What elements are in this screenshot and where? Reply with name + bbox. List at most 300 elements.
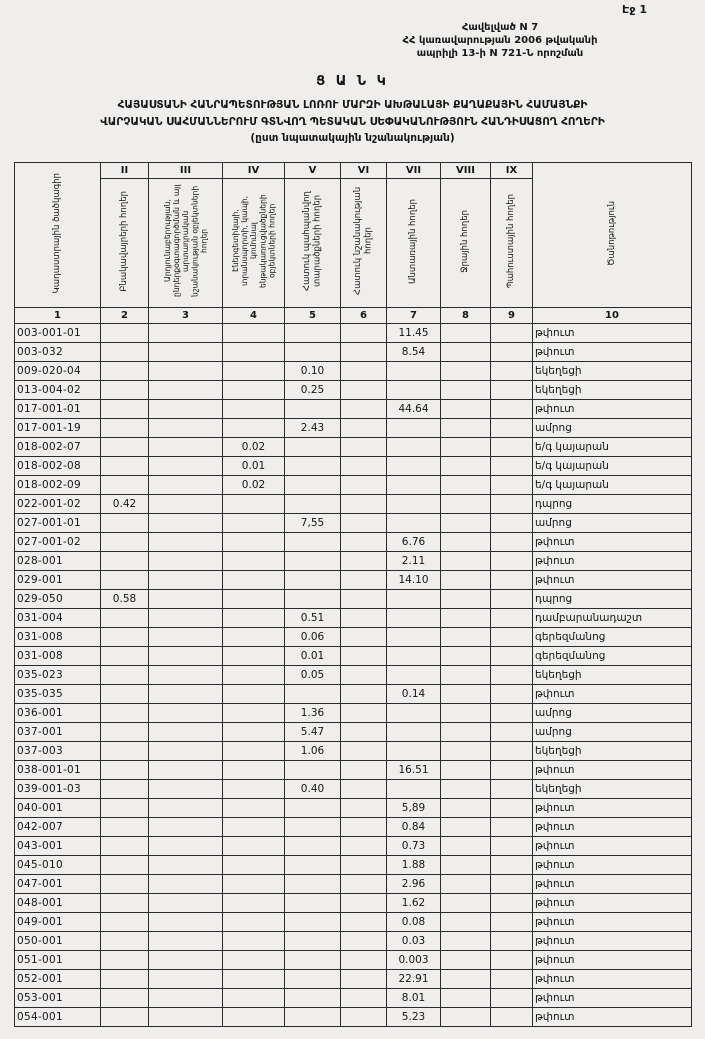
area-value-cell [149, 932, 223, 951]
area-value-cell [223, 666, 285, 685]
area-value-cell [441, 533, 491, 552]
cadastral-code: 052-001 [15, 970, 101, 989]
area-value-cell [223, 913, 285, 932]
area-value-cell: 0.01 [223, 457, 285, 476]
area-value-cell [285, 913, 341, 932]
table-row [15, 837, 692, 856]
col-header-note-label: Ծանոթություն [606, 200, 617, 266]
note-cell: թփուտ [533, 552, 692, 571]
area-value-cell [223, 647, 285, 666]
area-value-cell [223, 875, 285, 894]
area-value-cell [101, 723, 149, 742]
annex-line: ապրիլի 13-ի N 721-Ն որոշման [416, 47, 584, 59]
note-cell: դպրոց [533, 590, 692, 609]
area-value-cell [101, 970, 149, 989]
col-header-5 [285, 179, 341, 308]
table-row [15, 362, 692, 381]
cadastral-code: 035-035 [15, 685, 101, 704]
area-value-cell [387, 742, 441, 761]
area-value-cell [491, 723, 533, 742]
area-value-cell [341, 970, 387, 989]
area-value-cell [341, 704, 387, 723]
area-value-cell [101, 324, 149, 343]
table-row [15, 704, 692, 723]
area-value-cell: 0.02 [223, 438, 285, 457]
note-cell: ե/գ կայարան [533, 438, 692, 457]
area-value-cell [149, 533, 223, 552]
area-value-cell [149, 723, 223, 742]
area-value-cell: 1.36 [285, 704, 341, 723]
annex-line: Հավելված N 7 [461, 22, 539, 33]
area-value-cell [341, 913, 387, 932]
area-value-cell [101, 666, 149, 685]
note-cell: եկեղեցի [533, 362, 692, 381]
area-value-cell [441, 381, 491, 400]
area-value-cell [101, 780, 149, 799]
table-row [15, 932, 692, 951]
area-value-cell [441, 419, 491, 438]
table-row [15, 894, 692, 913]
cadastral-code: 037-003 [15, 742, 101, 761]
area-value-cell [101, 761, 149, 780]
area-value-cell [441, 875, 491, 894]
note-cell: թփուտ [533, 837, 692, 856]
area-value-cell [101, 647, 149, 666]
area-value-cell [101, 932, 149, 951]
area-value-cell [223, 552, 285, 571]
area-value-cell [285, 590, 341, 609]
cadastral-code: 031-008 [15, 628, 101, 647]
area-value-cell [101, 381, 149, 400]
area-value-cell [441, 913, 491, 932]
area-value-cell [491, 590, 533, 609]
area-value-cell [101, 533, 149, 552]
col-header-6-label: Հատուկ նշանակության հողեր [352, 187, 374, 296]
col-header-2 [101, 179, 149, 308]
page-number: Էջ 1 [622, 3, 647, 16]
table-row [15, 761, 692, 780]
area-value-cell: 7,55 [285, 514, 341, 533]
area-value-cell [149, 951, 223, 970]
area-value-cell [223, 324, 285, 343]
area-value-cell [223, 495, 285, 514]
note-cell: թփուտ [533, 571, 692, 590]
header-number-row [15, 308, 692, 324]
roman-numeral-III: III [149, 163, 223, 179]
document-subtitle [0, 97, 705, 146]
cadastral-code: 037-001 [15, 723, 101, 742]
area-value-cell [223, 780, 285, 799]
area-value-cell: 2.96 [387, 875, 441, 894]
area-value-cell [441, 571, 491, 590]
area-value-cell [101, 457, 149, 476]
col-header-4 [223, 179, 285, 308]
area-value-cell [491, 799, 533, 818]
col-header-9-label: Պահուստային հողեր [506, 194, 517, 289]
area-value-cell [491, 400, 533, 419]
area-value-cell: 0.58 [101, 590, 149, 609]
area-value-cell [441, 989, 491, 1008]
area-value-cell: 11.45 [387, 324, 441, 343]
area-value-cell [387, 723, 441, 742]
area-value-cell: 1.88 [387, 856, 441, 875]
area-value-cell [285, 457, 341, 476]
note-cell: ամրոց [533, 704, 692, 723]
note-cell: թփուտ [533, 913, 692, 932]
area-value-cell [223, 685, 285, 704]
table-row [15, 856, 692, 875]
area-value-cell [149, 875, 223, 894]
cadastral-code: 029-050 [15, 590, 101, 609]
area-value-cell [285, 438, 341, 457]
area-value-cell [341, 932, 387, 951]
note-cell: ամրոց [533, 514, 692, 533]
area-value-cell: 0.42 [101, 495, 149, 514]
cadastral-code: 049-001 [15, 913, 101, 932]
area-value-cell [491, 419, 533, 438]
note-cell: եկեղեցի [533, 666, 692, 685]
area-value-cell [387, 362, 441, 381]
table-row [15, 590, 692, 609]
area-value-cell [101, 628, 149, 647]
area-value-cell [223, 799, 285, 818]
area-value-cell [491, 438, 533, 457]
cadastral-code: 031-008 [15, 647, 101, 666]
table-row [15, 666, 692, 685]
area-value-cell [149, 552, 223, 571]
area-value-cell [223, 704, 285, 723]
table-row [15, 685, 692, 704]
area-value-cell [441, 590, 491, 609]
cadastral-code: 017-001-01 [15, 400, 101, 419]
area-value-cell [341, 837, 387, 856]
area-value-cell [149, 324, 223, 343]
area-value-cell [441, 856, 491, 875]
area-value-cell: 8.54 [387, 343, 441, 362]
area-value-cell [149, 742, 223, 761]
area-value-cell [223, 362, 285, 381]
area-value-cell [441, 343, 491, 362]
area-value-cell: 0.003 [387, 951, 441, 970]
area-value-cell [491, 913, 533, 932]
area-value-cell: 0.05 [285, 666, 341, 685]
area-value-cell [223, 400, 285, 419]
area-value-cell [491, 989, 533, 1008]
note-cell: ե/գ կայարան [533, 457, 692, 476]
area-value-cell [101, 989, 149, 1008]
area-value-cell [441, 609, 491, 628]
area-value-cell [285, 533, 341, 552]
area-value-cell [101, 476, 149, 495]
area-value-cell [441, 742, 491, 761]
area-value-cell [341, 1008, 387, 1027]
column-number-9: 9 [491, 308, 533, 324]
cadastral-code: 017-001-19 [15, 419, 101, 438]
table-row [15, 951, 692, 970]
area-value-cell [341, 894, 387, 913]
cadastral-code: 043-001 [15, 837, 101, 856]
area-value-cell [441, 970, 491, 989]
table-row [15, 324, 692, 343]
area-value-cell [149, 590, 223, 609]
area-value-cell [441, 951, 491, 970]
note-cell: եկեղեցի [533, 381, 692, 400]
area-value-cell [101, 552, 149, 571]
area-value-cell [387, 647, 441, 666]
note-cell: գերեզմանոց [533, 628, 692, 647]
area-value-cell [149, 704, 223, 723]
area-value-cell [223, 381, 285, 400]
col-header-7-label: Անտառային հողեր [408, 198, 419, 284]
col-header-9 [491, 179, 533, 308]
roman-numeral-VI: VI [341, 163, 387, 179]
area-value-cell [149, 818, 223, 837]
area-value-cell [341, 856, 387, 875]
table-row [15, 609, 692, 628]
area-value-cell [491, 533, 533, 552]
roman-numeral-V: V [285, 163, 341, 179]
area-value-cell [341, 343, 387, 362]
area-value-cell [149, 476, 223, 495]
area-value-cell [387, 457, 441, 476]
cadastral-code: 042-007 [15, 818, 101, 837]
area-value-cell: 22.91 [387, 970, 441, 989]
area-value-cell [223, 761, 285, 780]
area-value-cell [285, 400, 341, 419]
area-value-cell [285, 799, 341, 818]
area-value-cell [223, 818, 285, 837]
area-value-cell [441, 628, 491, 647]
area-value-cell [387, 590, 441, 609]
area-value-cell [491, 856, 533, 875]
area-value-cell: 16.51 [387, 761, 441, 780]
area-value-cell [491, 761, 533, 780]
cadastral-code: 018-002-09 [15, 476, 101, 495]
area-value-cell [149, 381, 223, 400]
subtitle-line: (ըստ նպատակային նշանակության) [250, 131, 455, 144]
header-roman-row [15, 163, 692, 179]
area-value-cell [341, 381, 387, 400]
area-value-cell [223, 609, 285, 628]
area-value-cell [341, 647, 387, 666]
cadastral-code: 018-002-07 [15, 438, 101, 457]
area-value-cell [491, 1008, 533, 1027]
area-value-cell [441, 552, 491, 571]
area-value-cell: 2.11 [387, 552, 441, 571]
area-value-cell [491, 685, 533, 704]
note-cell: թփուտ [533, 799, 692, 818]
note-cell: թփուտ [533, 533, 692, 552]
area-value-cell [441, 495, 491, 514]
area-value-cell [223, 533, 285, 552]
area-value-cell [441, 1008, 491, 1027]
area-value-cell [285, 324, 341, 343]
roman-numeral-IX: IX [491, 163, 533, 179]
area-value-cell [341, 761, 387, 780]
cadastral-code: 053-001 [15, 989, 101, 1008]
area-value-cell [101, 875, 149, 894]
area-value-cell [341, 495, 387, 514]
area-value-cell [341, 666, 387, 685]
area-value-cell [149, 780, 223, 799]
col-header-3 [149, 179, 223, 308]
area-value-cell: 5.23 [387, 1008, 441, 1027]
area-value-cell [491, 362, 533, 381]
area-value-cell [341, 533, 387, 552]
area-value-cell [223, 590, 285, 609]
note-cell: թփուտ [533, 951, 692, 970]
area-value-cell [491, 837, 533, 856]
table-row [15, 533, 692, 552]
area-value-cell [149, 495, 223, 514]
area-value-cell [341, 476, 387, 495]
area-value-cell [285, 343, 341, 362]
note-cell: թփուտ [533, 932, 692, 951]
area-value-cell [285, 495, 341, 514]
area-value-cell [149, 400, 223, 419]
area-value-cell [491, 476, 533, 495]
note-cell: թփուտ [533, 818, 692, 837]
col-header-6 [341, 179, 387, 308]
table-row [15, 381, 692, 400]
area-value-cell: 0.06 [285, 628, 341, 647]
note-cell: դամբարանադաշտ [533, 609, 692, 628]
area-value-cell [101, 818, 149, 837]
area-value-cell [149, 647, 223, 666]
note-cell: ե/գ կայարան [533, 476, 692, 495]
cadastral-code: 028-001 [15, 552, 101, 571]
area-value-cell [491, 818, 533, 837]
table-row [15, 742, 692, 761]
area-value-cell [387, 514, 441, 533]
area-value-cell [101, 799, 149, 818]
area-value-cell [341, 324, 387, 343]
area-value-cell [101, 438, 149, 457]
cadastral-code: 051-001 [15, 951, 101, 970]
area-value-cell [491, 381, 533, 400]
col-header-8-label: Ջրային հողեր [460, 209, 471, 273]
area-value-cell [101, 951, 149, 970]
area-value-cell: 0.84 [387, 818, 441, 837]
area-value-cell [441, 818, 491, 837]
area-value-cell [441, 780, 491, 799]
area-value-cell [101, 856, 149, 875]
table-row [15, 647, 692, 666]
area-value-cell: 5.47 [285, 723, 341, 742]
area-value-cell [491, 970, 533, 989]
col-header-8 [441, 179, 491, 308]
note-cell: թփուտ [533, 400, 692, 419]
column-number-8: 8 [441, 308, 491, 324]
area-value-cell [285, 875, 341, 894]
area-value-cell: 8.01 [387, 989, 441, 1008]
area-value-cell [149, 761, 223, 780]
area-value-cell [149, 457, 223, 476]
table-row [15, 1008, 692, 1027]
area-value-cell [223, 514, 285, 533]
area-value-cell [491, 609, 533, 628]
area-value-cell [285, 685, 341, 704]
area-value-cell [441, 799, 491, 818]
area-value-cell [149, 419, 223, 438]
area-value-cell [285, 552, 341, 571]
area-value-cell [491, 875, 533, 894]
area-value-cell [223, 951, 285, 970]
area-value-cell [441, 685, 491, 704]
area-value-cell [149, 609, 223, 628]
table-row [15, 628, 692, 647]
cadastral-code: 027-001-01 [15, 514, 101, 533]
column-number-7: 7 [387, 308, 441, 324]
area-value-cell [441, 666, 491, 685]
note-cell: գերեզմանոց [533, 647, 692, 666]
area-value-cell: 14.10 [387, 571, 441, 590]
area-value-cell [491, 666, 533, 685]
cadastral-code: 029-001 [15, 571, 101, 590]
note-cell: թփուտ [533, 761, 692, 780]
area-value-cell [441, 647, 491, 666]
note-cell: եկեղեցի [533, 780, 692, 799]
area-value-cell [387, 609, 441, 628]
area-value-cell [341, 989, 387, 1008]
note-cell: թփուտ [533, 685, 692, 704]
area-value-cell [387, 628, 441, 647]
cadastral-code: 036-001 [15, 704, 101, 723]
area-value-cell [491, 514, 533, 533]
area-value-cell: 6.76 [387, 533, 441, 552]
area-value-cell [285, 476, 341, 495]
area-value-cell: 1.06 [285, 742, 341, 761]
area-value-cell [491, 932, 533, 951]
area-value-cell [341, 571, 387, 590]
area-value-cell [285, 837, 341, 856]
cadastral-code: 018-002-08 [15, 457, 101, 476]
cadastral-code: 013-004-02 [15, 381, 101, 400]
area-value-cell [223, 571, 285, 590]
area-value-cell [149, 571, 223, 590]
area-value-cell [223, 932, 285, 951]
area-value-cell [285, 989, 341, 1008]
area-value-cell [149, 362, 223, 381]
table-row [15, 514, 692, 533]
area-value-cell [341, 742, 387, 761]
cadastral-code: 047-001 [15, 875, 101, 894]
roman-numeral-VIII: VIII [441, 163, 491, 179]
area-value-cell [149, 514, 223, 533]
note-cell: թփուտ [533, 856, 692, 875]
area-value-cell [441, 894, 491, 913]
cadastral-code: 038-001-01 [15, 761, 101, 780]
note-cell: թփուտ [533, 989, 692, 1008]
cadastral-code: 022-001-02 [15, 495, 101, 514]
note-cell: եկեղեցի [533, 742, 692, 761]
area-value-cell [101, 894, 149, 913]
area-value-cell [341, 419, 387, 438]
area-value-cell [223, 343, 285, 362]
note-cell: ամրոց [533, 723, 692, 742]
area-value-cell [441, 324, 491, 343]
area-value-cell [101, 685, 149, 704]
area-value-cell [491, 647, 533, 666]
area-value-cell [285, 951, 341, 970]
subtitle-line: ՀԱՅԱՍՏԱՆԻ ՀԱՆՐԱՊԵՏՈՒԹՅԱՆ ԼՈՌՈՒ ՄԱՐԶԻ ԱԽԹԱԼԱՅԻ ՔԱՂԱՔԱՅԻՆ ՀԱՄԱՅՆՔԻ [117, 99, 588, 112]
column-number-2: 2 [101, 308, 149, 324]
area-value-cell [285, 970, 341, 989]
annex-reference [365, 22, 635, 60]
col-header-3-label: Արդյունաբերության, ընդերքօգտագործման և այլ արտադրական նշանակության օբյեկտների հողեր [162, 184, 209, 298]
area-value-cell: 5,89 [387, 799, 441, 818]
table-row [15, 343, 692, 362]
